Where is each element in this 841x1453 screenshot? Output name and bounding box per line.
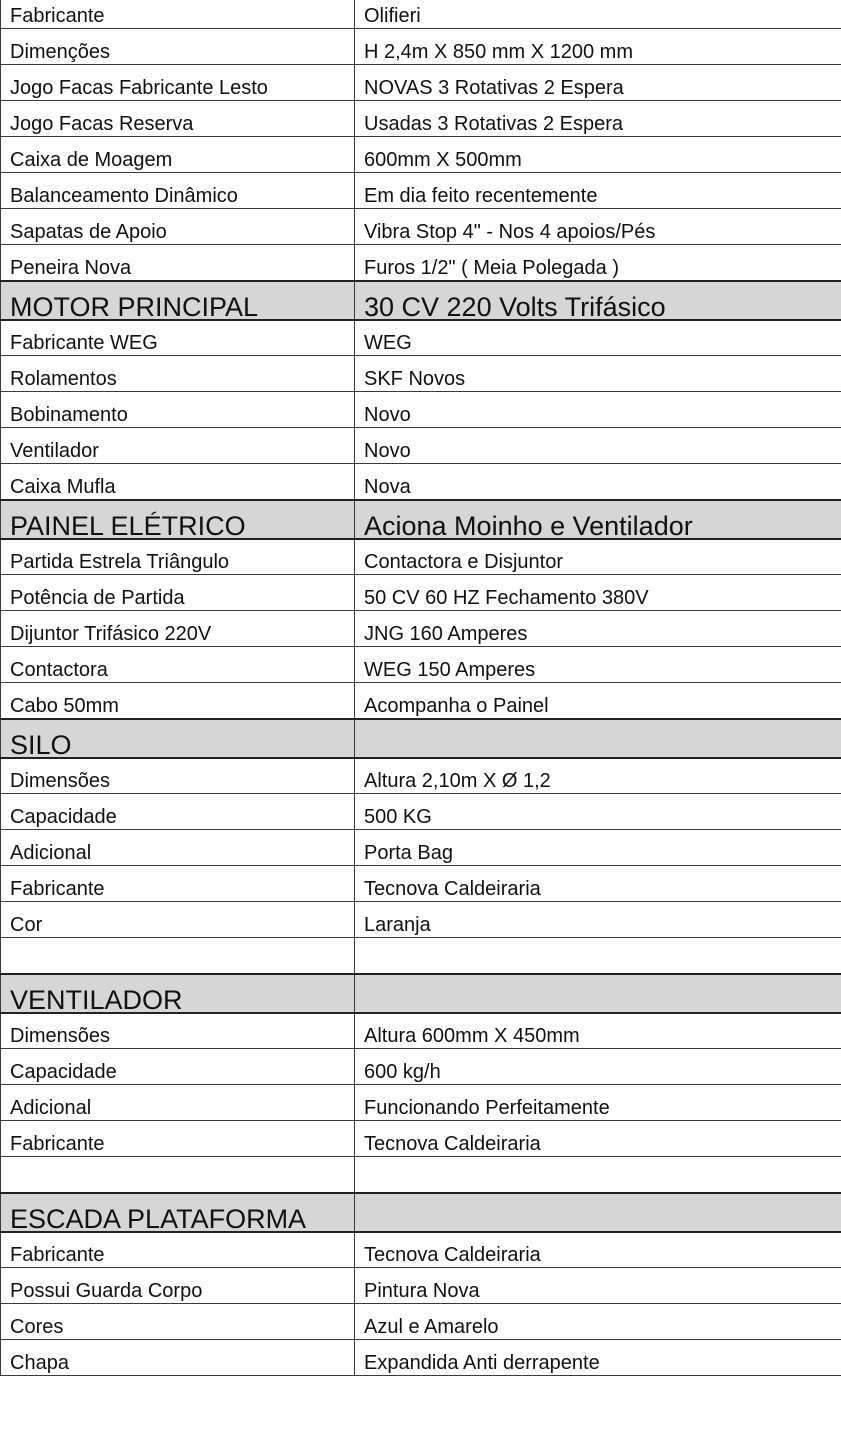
row-label: Fabricante WEG — [1, 320, 355, 356]
section-title: MOTOR PRINCIPAL — [1, 281, 355, 320]
row-label: Fabricante — [1, 1232, 355, 1268]
table-row — [1, 209, 841, 245]
table-row — [1, 758, 841, 794]
row-value: Pintura Nova — [355, 1268, 841, 1304]
table-row — [1, 1121, 841, 1157]
row-value — [355, 938, 841, 974]
row-value: JNG 160 Amperes — [355, 611, 841, 647]
row-value: Vibra Stop 4" - Nos 4 apoios/Pés — [355, 209, 841, 245]
row-label: Capacidade — [1, 1049, 355, 1085]
table-row — [1, 575, 841, 611]
row-label: Fabricante — [1, 0, 355, 29]
table-row — [1, 1049, 841, 1085]
row-value: Em dia feito recentemente — [355, 173, 841, 209]
table-row — [1, 320, 841, 356]
row-value: Expandida Anti derrapente — [355, 1340, 841, 1376]
row-label: Adicional — [1, 830, 355, 866]
section-value — [355, 1193, 841, 1232]
row-label: Caixa Mufla — [1, 464, 355, 500]
table-row — [1, 392, 841, 428]
table-row — [1, 1013, 841, 1049]
row-value: Altura 2,10m X Ø 1,2 — [355, 758, 841, 794]
table-row — [1, 1268, 841, 1304]
table-row — [1, 539, 841, 575]
row-label: Adicional — [1, 1085, 355, 1121]
table-row — [1, 1232, 841, 1268]
table-row — [1, 902, 841, 938]
row-value: Usadas 3 Rotativas 2 Espera — [355, 101, 841, 137]
row-label: Caixa de Moagem — [1, 137, 355, 173]
row-label: Dimensões — [1, 758, 355, 794]
row-label: Dimensões — [1, 1013, 355, 1049]
table-row — [1, 356, 841, 392]
blank-row — [1, 938, 841, 974]
row-value: Altura 600mm X 450mm — [355, 1013, 841, 1049]
section-value — [355, 974, 841, 1013]
row-value — [355, 1157, 841, 1193]
row-label: Dijuntor Trifásico 220V — [1, 611, 355, 647]
row-value: 50 CV 60 HZ Fechamento 380V — [355, 575, 841, 611]
row-value: Funcionando Perfeitamente — [355, 1085, 841, 1121]
section-header-row — [1, 1193, 841, 1232]
table-row — [1, 101, 841, 137]
row-label — [1, 1157, 355, 1193]
row-value: H 2,4m X 850 mm X 1200 mm — [355, 29, 841, 65]
row-label: Cabo 50mm — [1, 683, 355, 719]
row-value: Furos 1/2" ( Meia Polegada ) — [355, 245, 841, 281]
row-value: WEG 150 Amperes — [355, 647, 841, 683]
row-label: Potência de Partida — [1, 575, 355, 611]
section-header-row — [1, 500, 841, 539]
section-value: 30 CV 220 Volts Trifásico — [355, 281, 841, 320]
row-label: Sapatas de Apoio — [1, 209, 355, 245]
row-label: Peneira Nova — [1, 245, 355, 281]
table-row — [1, 428, 841, 464]
row-label: Chapa — [1, 1340, 355, 1376]
table-row — [1, 0, 841, 29]
row-label: Possui Guarda Corpo — [1, 1268, 355, 1304]
table-row — [1, 29, 841, 65]
row-value: NOVAS 3 Rotativas 2 Espera — [355, 65, 841, 101]
section-title: SILO — [1, 719, 355, 758]
section-value — [355, 719, 841, 758]
table-row — [1, 683, 841, 719]
section-value: Aciona Moinho e Ventilador — [355, 500, 841, 539]
table-row — [1, 245, 841, 281]
section-header-row — [1, 281, 841, 320]
row-value: Tecnova Caldeiraria — [355, 866, 841, 902]
row-value: 500 KG — [355, 794, 841, 830]
row-value: Tecnova Caldeiraria — [355, 1121, 841, 1157]
row-label: Jogo Facas Reserva — [1, 101, 355, 137]
table-row — [1, 1340, 841, 1376]
row-label: Cor — [1, 902, 355, 938]
row-value: Novo — [355, 392, 841, 428]
row-value: Tecnova Caldeiraria — [355, 1232, 841, 1268]
section-header-row — [1, 974, 841, 1013]
row-label: Contactora — [1, 647, 355, 683]
table-row — [1, 830, 841, 866]
row-value: Nova — [355, 464, 841, 500]
row-value: 600 kg/h — [355, 1049, 841, 1085]
table-row — [1, 1304, 841, 1340]
row-value: Laranja — [355, 902, 841, 938]
row-label: Fabricante — [1, 866, 355, 902]
row-label: Dimenções — [1, 29, 355, 65]
row-label — [1, 938, 355, 974]
table-row — [1, 794, 841, 830]
table-row — [1, 137, 841, 173]
row-label: Fabricante — [1, 1121, 355, 1157]
row-value: 600mm X 500mm — [355, 137, 841, 173]
row-label: Jogo Facas Fabricante Lesto — [1, 65, 355, 101]
section-title: VENTILADOR — [1, 974, 355, 1013]
table-row — [1, 611, 841, 647]
section-header-row — [1, 719, 841, 758]
table-row — [1, 464, 841, 500]
table-row — [1, 1085, 841, 1121]
table-row — [1, 866, 841, 902]
row-value: Olifieri — [355, 0, 841, 29]
row-label: Ventilador — [1, 428, 355, 464]
table-row — [1, 65, 841, 101]
blank-row — [1, 1157, 841, 1193]
row-value: Contactora e Disjuntor — [355, 539, 841, 575]
spec-table-body — [1, 0, 841, 1376]
row-value: Azul e Amarelo — [355, 1304, 841, 1340]
row-label: Balanceamento Dinâmico — [1, 173, 355, 209]
row-label: Cores — [1, 1304, 355, 1340]
section-title: ESCADA PLATAFORMA — [1, 1193, 355, 1232]
row-label: Rolamentos — [1, 356, 355, 392]
table-row — [1, 647, 841, 683]
row-value: Novo — [355, 428, 841, 464]
row-label: Partida Estrela Triângulo — [1, 539, 355, 575]
row-label: Bobinamento — [1, 392, 355, 428]
row-value: Acompanha o Painel — [355, 683, 841, 719]
section-title: PAINEL ELÉTRICO — [1, 500, 355, 539]
table-row — [1, 173, 841, 209]
row-value: SKF Novos — [355, 356, 841, 392]
row-value: Porta Bag — [355, 830, 841, 866]
row-label: Capacidade — [1, 794, 355, 830]
row-value: WEG — [355, 320, 841, 356]
